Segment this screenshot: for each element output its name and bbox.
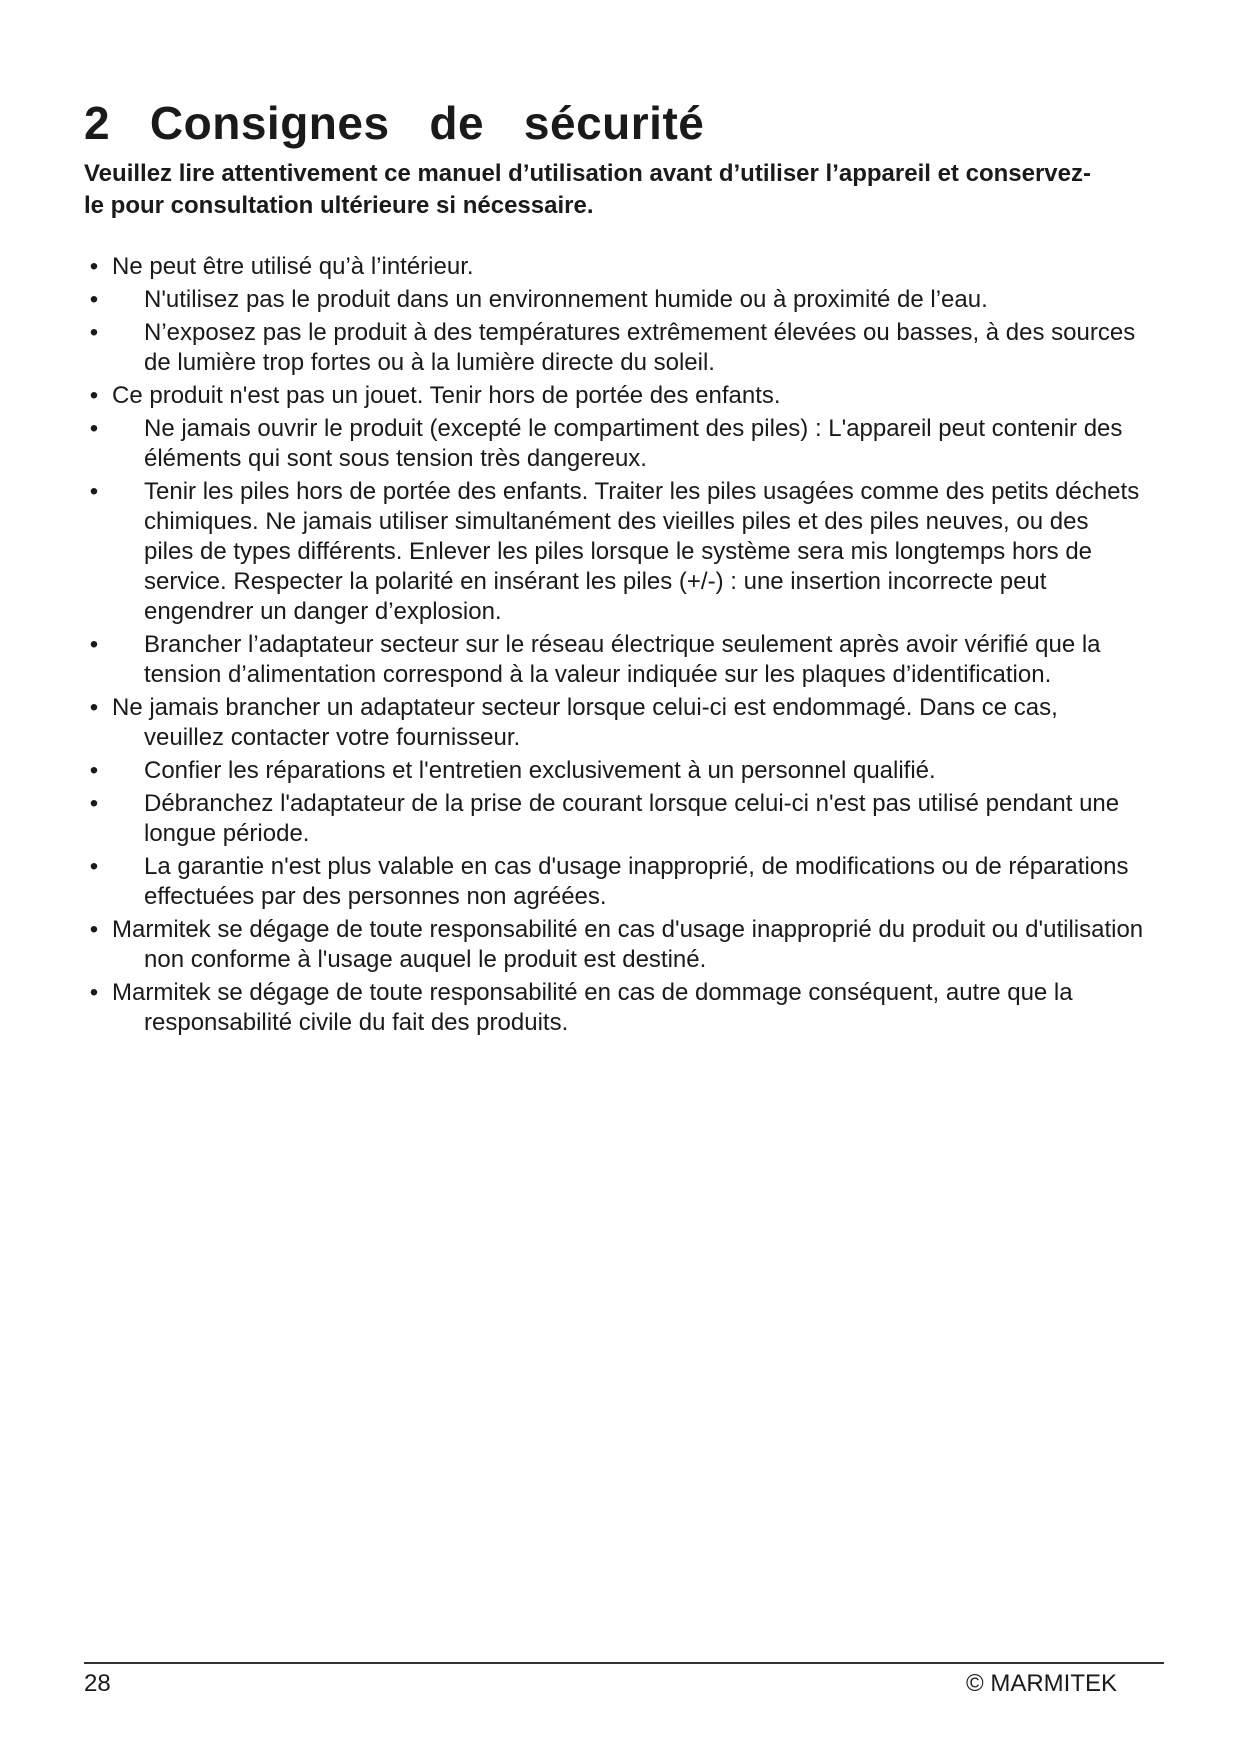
list-item-text: Confier les réparations et l'entretien exclusivement à un personnel qualifié. <box>144 757 936 784</box>
list-item <box>84 477 1144 627</box>
list-item <box>84 630 1144 690</box>
bullet-icon: • <box>89 253 99 280</box>
bullet-icon: • <box>89 319 99 346</box>
list-item <box>84 318 1144 378</box>
bullet-icon: • <box>89 790 99 817</box>
list-item-text: Brancher l’adaptateur secteur sur le réseau électrique seulement après avoir vérifié que la tension d’alimentation correspond à la valeur indiquée sur les plaques d’identification. <box>144 631 1101 688</box>
list-item-text: Débranchez l'adaptateur de la prise de courant lorsque celui-ci n'est pas utilisé pendant une longue période. <box>144 790 1120 847</box>
list-item-text: N'utilisez pas le produit dans un environnement humide ou à proximité de l’eau. <box>144 286 988 313</box>
list-item-text: La garantie n'est plus valable en cas d'usage inapproprié, de modifications ou de réparations effectuées par des personnes non agréées. <box>144 853 1129 910</box>
bullet-icon: • <box>89 979 99 1006</box>
list-item-text: Marmitek se dégage de toute responsabilité en cas d'usage inapproprié du produit ou d'utilisation non conforme à l'usage auquel le produit est destiné. <box>112 916 1144 973</box>
list-item-text: Marmitek se dégage de toute responsabilité en cas de dommage conséquent, autre que la responsabilité civile du fait des produits. <box>112 979 1073 1036</box>
list-item <box>84 978 1144 1038</box>
bullet-icon: • <box>89 286 99 313</box>
section-title: 2 Consignes de sécurité <box>84 97 705 149</box>
list-item-text: Ne jamais brancher un adaptateur secteur lorsque celui-ci est endommagé. Dans ce cas, veuillez contacter votre fournisseur. <box>112 694 1058 751</box>
list-item-text: N’exposez pas le produit à des températures extrêmement élevées ou basses, à des sources de lumière trop fortes ou à la lumière directe du soleil. <box>144 319 1136 376</box>
list-item <box>84 756 1144 786</box>
bullet-icon: • <box>89 382 99 409</box>
safety-instructions-list <box>84 252 1144 1041</box>
bullet-icon: • <box>89 478 99 505</box>
bullet-icon: • <box>89 694 99 721</box>
list-item <box>84 915 1144 975</box>
list-item-text: Ne jamais ouvrir le produit (excepté le compartiment des piles) : L'appareil peut contenir des éléments qui sont sous tension très dangereux. <box>144 415 1123 472</box>
list-item-text: Ce produit n'est pas un jouet. Tenir hors de portée des enfants. <box>112 382 781 409</box>
bullet-icon: • <box>89 415 99 442</box>
list-item <box>84 414 1144 474</box>
intro-paragraph: Veuillez lire attentivement ce manuel d’utilisation avant d’utiliser l’appareil et conservez-le pour consultation ultérieure si nécessaire. <box>84 160 1091 219</box>
list-item <box>84 252 1144 282</box>
bullet-icon: • <box>89 916 99 943</box>
page-number: 28 <box>84 1670 111 1697</box>
list-item <box>84 852 1144 912</box>
bullet-icon: • <box>89 631 99 658</box>
list-item <box>84 381 1144 411</box>
copyright-notice: © MARMITEK <box>965 1670 1117 1697</box>
list-item <box>84 789 1144 849</box>
list-item-text: Ne peut être utilisé qu’à l’intérieur. <box>112 253 474 280</box>
list-item <box>84 693 1144 753</box>
list-item <box>84 285 1144 315</box>
list-item-text: Tenir les piles hors de portée des enfants. Traiter les piles usagées comme des petits déchets chimiques. Ne jamais utiliser simultanément des vieilles piles et des piles neuves, ou des piles de types différents. Enlever les piles lorsque le système sera mis longtemps hors de service. Respecter la polarité en insérant les piles (+/-) : une insertion incorrecte peut engendrer un danger d’explosion. <box>144 478 1140 625</box>
bullet-icon: • <box>89 757 99 784</box>
bullet-icon: • <box>89 853 99 880</box>
footer-divider <box>84 1662 1164 1664</box>
